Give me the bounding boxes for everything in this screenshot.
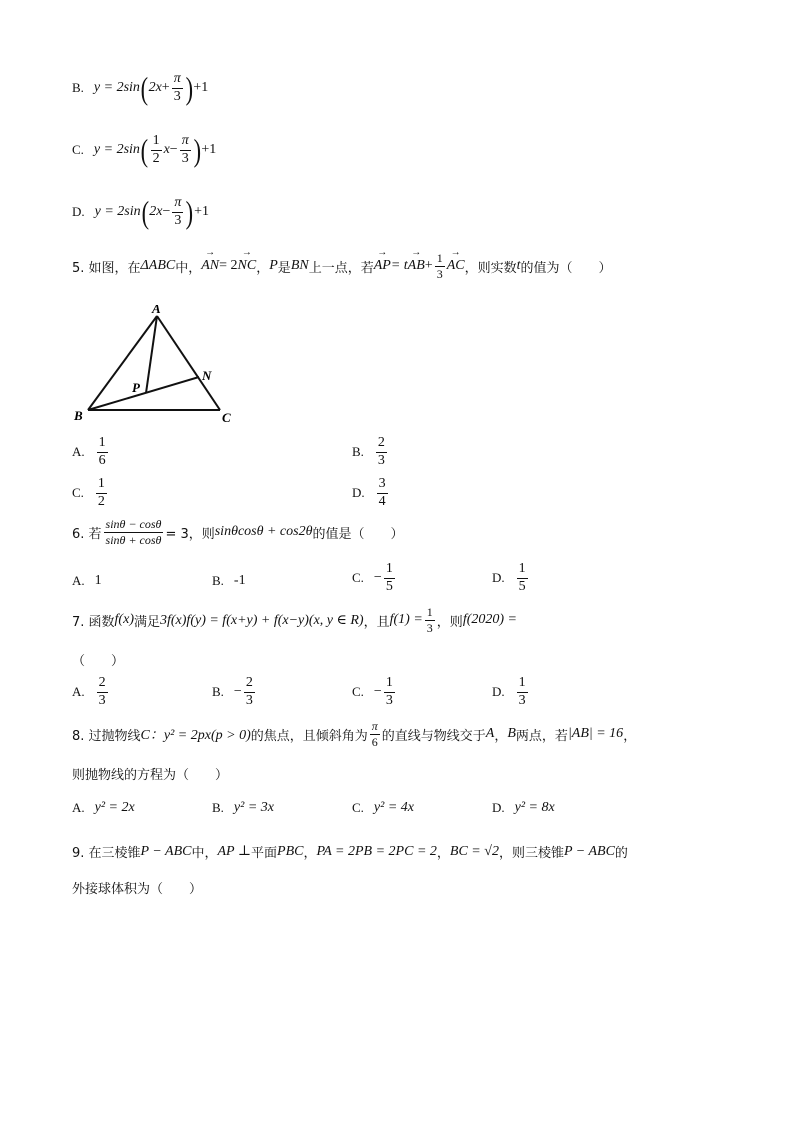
denominator: 3 — [181, 150, 189, 166]
math-equation: 3f(x)f(y) = f(x+y) + f(x−y)(x, y ∈ R) — [160, 612, 364, 628]
math-lengths: PA = 2PB = 2PC = 2 — [316, 843, 437, 859]
numerator: π — [172, 72, 183, 89]
stem-text: 的 — [614, 846, 628, 861]
option-label: B. — [72, 80, 84, 96]
numerator: 2 — [376, 436, 387, 453]
option-label: D. — [492, 570, 505, 586]
math-pbc: PBC — [277, 843, 304, 859]
stem-text: ， — [623, 728, 637, 744]
point-b: B — [507, 726, 516, 742]
option-label: B. — [352, 444, 364, 460]
q8-option-a[interactable] — [72, 800, 135, 816]
stem-text: ，则实数 — [464, 260, 517, 276]
label-p: P — [132, 380, 140, 395]
option-label: C. — [352, 684, 364, 700]
stem-text: 满足 — [133, 614, 160, 630]
denominator: 5 — [385, 578, 393, 594]
numerator: 1 — [96, 477, 107, 494]
option-label: C. — [352, 570, 364, 586]
option-label: A. — [72, 800, 85, 815]
option-label: C. — [72, 142, 84, 158]
q7-stem — [72, 606, 517, 634]
q6-option-a[interactable] — [72, 573, 102, 589]
left-paren: ( — [140, 70, 148, 107]
denominator: 3 — [174, 212, 182, 228]
math-eq: = t — [390, 258, 408, 274]
q8-option-d[interactable] — [492, 800, 555, 816]
denominator: 3 — [426, 620, 433, 635]
stem-text: 上一点，若 — [308, 260, 374, 276]
option-label: D. — [492, 800, 505, 815]
option-label: B. — [212, 800, 224, 815]
q8-stem — [72, 720, 636, 748]
vector-ac: → AC — [447, 258, 465, 274]
label-b: B — [74, 408, 83, 423]
stem-text: 是 — [277, 260, 291, 276]
q5-option-c[interactable] — [72, 477, 109, 509]
denominator: 6 — [98, 452, 106, 468]
math-ab: |AB| = 16 — [567, 726, 624, 742]
side-ab — [88, 316, 157, 410]
vector-ap: → AP — [374, 258, 391, 274]
math-bc: BC = √2 — [449, 843, 499, 859]
q4-option-c[interactable] — [72, 132, 217, 169]
numerator: 1 — [384, 676, 395, 693]
right-paren: ) — [185, 70, 193, 107]
stem-text: 则抛物线的方程为（ ） — [72, 768, 229, 783]
answer-blank: （ ） — [72, 654, 125, 669]
stem-text: ， — [436, 846, 450, 861]
stem-text: 平面 — [251, 846, 278, 861]
denominator: 3 — [436, 266, 443, 281]
math-term: 2x — [148, 80, 162, 96]
side-ac — [157, 316, 220, 410]
stem-text: 6. 若 — [72, 526, 102, 542]
right-paren: ) — [193, 132, 201, 169]
option-value: y² = 2x — [94, 800, 135, 815]
math-pabc: P − ABC — [563, 843, 615, 859]
option-value: y² = 8x — [514, 800, 555, 815]
denominator: 3 — [518, 692, 526, 708]
math-expression: sinθcosθ + cos2θ — [214, 524, 313, 540]
left-paren: ( — [141, 194, 149, 231]
stem-text: 9. 在三棱锥 — [72, 846, 141, 861]
option-sign: − — [373, 684, 382, 700]
math-eq: = 2 — [219, 258, 238, 274]
denominator: 6 — [371, 734, 378, 749]
triangle-figure — [70, 305, 240, 430]
q5-option-d[interactable] — [352, 477, 390, 509]
fraction — [180, 134, 191, 166]
stem-text: 的值为（ ） — [520, 260, 612, 276]
fraction — [97, 676, 108, 708]
fraction — [244, 676, 255, 708]
right-paren: ) — [186, 194, 194, 231]
numerator: π — [180, 134, 191, 151]
math-op: − — [162, 204, 171, 220]
stem-text: 8. 过抛物线 — [72, 728, 141, 744]
stem-text: 的直线与物线交于 — [381, 728, 486, 744]
stem-text: 外接球体积为（ ） — [72, 882, 203, 897]
stem-text: ， — [256, 260, 270, 276]
numerator: 1 — [517, 676, 528, 693]
math-op: + — [424, 258, 433, 274]
q7-option-b[interactable] — [212, 676, 257, 708]
denominator: 3 — [385, 692, 393, 708]
label-c: C — [222, 410, 231, 425]
option-value: -1 — [233, 573, 246, 588]
fraction — [384, 676, 395, 708]
segment-bn: BN — [290, 258, 309, 274]
option-label: B. — [212, 573, 224, 588]
denominator: sinθ + cosθ — [105, 532, 162, 547]
stem-text: ，且 — [363, 614, 390, 630]
numerator: 1 — [436, 251, 443, 265]
fraction — [151, 134, 162, 166]
math-perp: AP ⊥ — [217, 844, 252, 859]
q8-option-b[interactable] — [212, 800, 274, 816]
denominator: 3 — [173, 88, 181, 104]
option-value: y² = 4x — [373, 800, 414, 815]
q4-option-d[interactable] — [72, 194, 209, 231]
q8-option-c[interactable] — [352, 800, 414, 816]
fraction — [370, 720, 380, 748]
math-tail: +1 — [194, 204, 209, 220]
denominator: 2 — [97, 493, 105, 509]
math-tail: +1 — [193, 80, 209, 96]
q9-stem-line2 — [72, 878, 202, 897]
option-sign: − — [373, 570, 382, 586]
q7-option-c[interactable] — [352, 676, 397, 708]
math-lead: y = 2sin — [93, 142, 140, 158]
vector-ab: → AB — [408, 258, 425, 274]
math-tail: +1 — [201, 142, 217, 158]
point-a: A — [485, 726, 495, 742]
numerator: π — [371, 719, 378, 733]
fraction — [425, 606, 435, 634]
fraction — [104, 518, 164, 546]
stem-text: ， — [494, 728, 508, 744]
math-term: 2x — [149, 204, 163, 220]
q7-blank — [72, 650, 124, 669]
denominator: 4 — [378, 493, 386, 509]
math-lead: y = 2sin — [94, 204, 141, 220]
option-label: B. — [212, 684, 224, 700]
math-lead: y = 2sin — [93, 80, 140, 96]
math-op: + — [161, 80, 170, 96]
numerator: 3 — [377, 477, 388, 494]
math-f2020: f(2020) = — [462, 612, 517, 628]
fraction — [435, 252, 445, 280]
vector-an: → AN — [201, 258, 219, 274]
option-sign: − — [233, 684, 242, 700]
option-label: C. — [72, 485, 84, 501]
q5-option-a[interactable] — [72, 436, 110, 468]
stem-text: 的值是（ ） — [312, 526, 404, 542]
triangle-symbol: ΔABC — [140, 258, 176, 274]
stem-text: 5. 如图，在 — [72, 260, 141, 276]
denominator: 3 — [245, 692, 253, 708]
stem-text: ，则 — [436, 614, 463, 630]
option-label: C. — [352, 800, 364, 815]
label-a: A — [152, 305, 161, 316]
label-n: N — [202, 368, 212, 383]
numerator: sinθ − cosθ — [105, 517, 162, 531]
stem-text: 两点，若 — [515, 728, 568, 744]
point-p: P — [269, 258, 278, 274]
option-label: A. — [72, 684, 85, 700]
option-label: D. — [352, 485, 365, 501]
numerator: 1 — [97, 436, 108, 453]
denominator: 3 — [377, 452, 385, 468]
numerator: π — [172, 196, 183, 213]
q5-option-b[interactable] — [352, 436, 389, 468]
stem-text: 中， — [191, 846, 218, 861]
fraction — [97, 436, 108, 468]
math-f1: f(1) = — [389, 612, 423, 628]
left-paren: ( — [140, 132, 148, 169]
option-label: A. — [72, 444, 85, 460]
denominator: 2 — [152, 150, 160, 166]
q6-option-d[interactable] — [492, 562, 530, 594]
fraction — [384, 562, 395, 594]
q6-stem — [72, 518, 404, 546]
q4-option-b[interactable] — [72, 70, 209, 107]
numerator: 2 — [244, 676, 255, 693]
numerator: 1 — [426, 605, 433, 619]
q6-option-b[interactable] — [212, 573, 246, 589]
denominator: 3 — [98, 692, 106, 708]
fraction — [376, 436, 387, 468]
stem-text: 的焦点，且倾斜角为 — [250, 728, 368, 744]
q7-option-d[interactable] — [492, 676, 530, 708]
stem-text: 中， — [175, 260, 202, 276]
q6-option-c[interactable] — [352, 562, 397, 594]
option-value: 1 — [94, 573, 102, 588]
math-fx: f(x) — [114, 612, 134, 628]
q8-stem-line2 — [72, 764, 228, 783]
option-value: y² = 3x — [233, 800, 274, 815]
q9-stem — [72, 842, 628, 861]
denominator: 5 — [518, 578, 526, 594]
numerator: 1 — [151, 134, 162, 151]
math-op: − — [169, 142, 178, 158]
math-term: x — [163, 142, 170, 158]
numerator: 1 — [517, 562, 528, 579]
segment-bn-line — [88, 377, 199, 410]
math-curve: C：y² = 2px(p > 0) — [140, 728, 251, 744]
option-label: D. — [492, 684, 505, 700]
stem-text: ，则三棱锥 — [498, 846, 564, 861]
fraction — [172, 196, 183, 228]
stem-text: ， — [303, 846, 317, 861]
stem-text: = 3，则 — [165, 526, 215, 542]
stem-text: 7. 函数 — [72, 614, 115, 630]
fraction — [377, 477, 388, 509]
fraction — [517, 676, 528, 708]
numerator: 1 — [384, 562, 395, 579]
variable-t: t — [516, 258, 521, 274]
option-label: A. — [72, 573, 85, 588]
fraction — [96, 477, 107, 509]
option-label: D. — [72, 204, 85, 220]
math-pabc: P − ABC — [140, 843, 192, 859]
q5-stem — [72, 252, 612, 280]
fraction — [172, 72, 183, 104]
fraction — [517, 562, 528, 594]
numerator: 2 — [97, 676, 108, 693]
vector-nc: → NC — [238, 258, 257, 274]
q7-option-a[interactable] — [72, 676, 110, 708]
